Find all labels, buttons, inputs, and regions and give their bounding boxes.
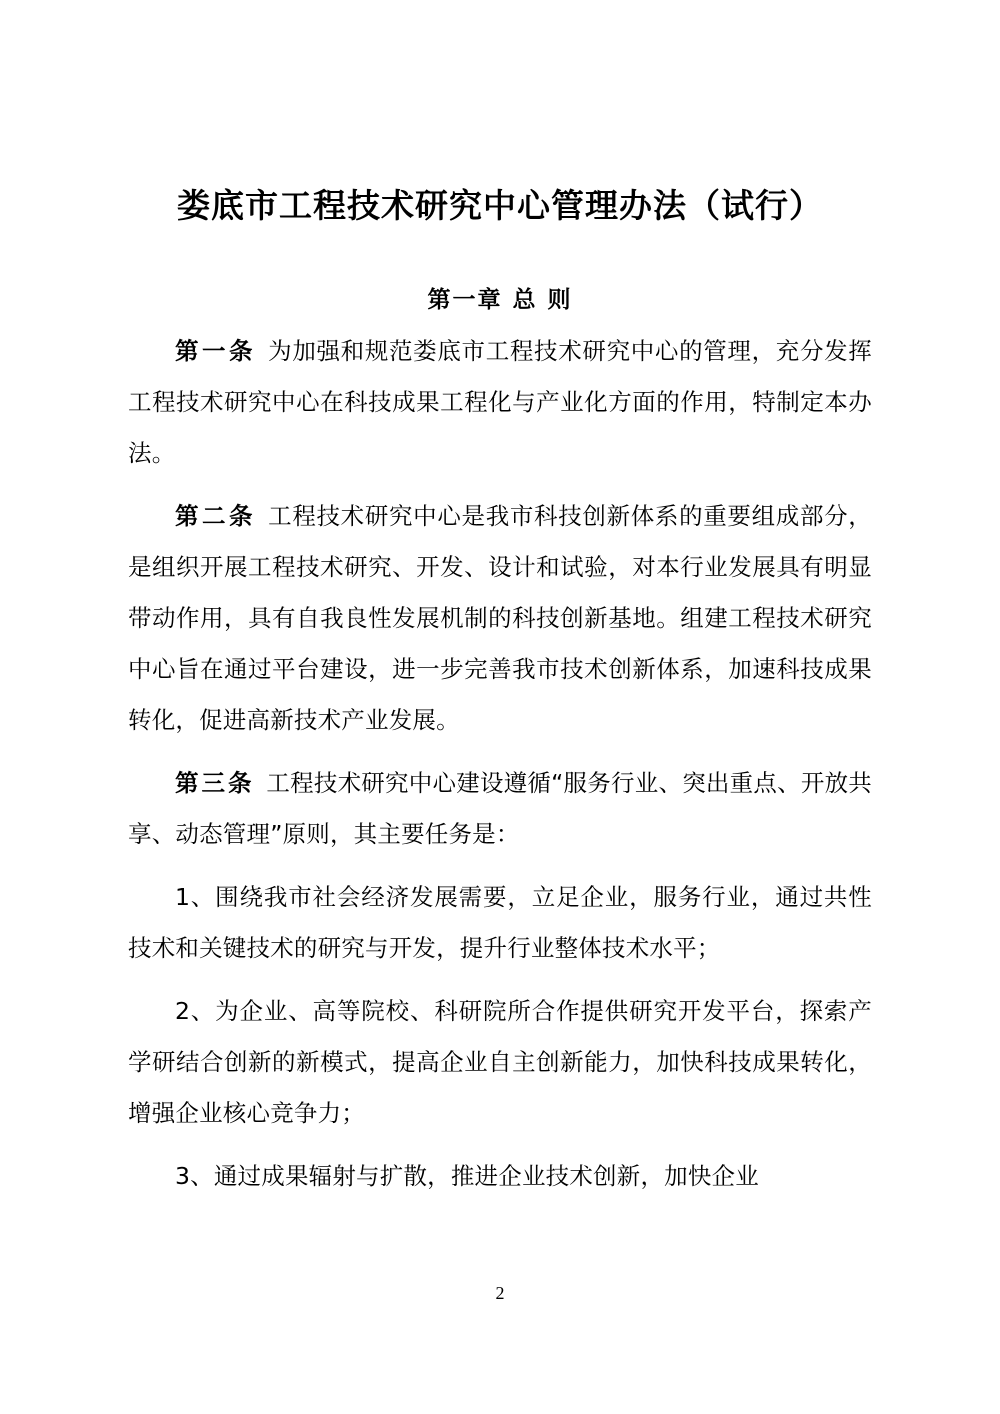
paragraph: [128, 974, 872, 1139]
paragraph: [128, 479, 872, 746]
chapter-heading: 第一章 总 则: [427, 286, 573, 313]
document-title: 娄底市工程技术研究中心管理办法（试行）: [177, 189, 823, 225]
paragraph-text: 工程技术研究中心是我市科技创新体系的重要组成部分，是组织开展工程技术研究、开发、设计和试验，对本行业发展具有明显带动作用，具有自我良性发展机制的科技创新基地。组建工程技术研究中心旨在通过平台建设，进一步完善我市技术创新体系，加速科技成果转化，促进高新技术产业发展。: [128, 501, 873, 734]
paragraph-lead: 第二条: [175, 501, 256, 530]
paragraph-text: 2、为企业、高等院校、科研院所合作提供研究开发平台，探索产学研结合创新的新模式，提高企业自主创新能力，加快科技成果转化，增强企业核心竞争力；: [128, 996, 872, 1127]
paragraph-text: 1、围绕我市社会经济发展需要，立足企业，服务行业，通过共性技术和关键技术的研究与开发，提升行业整体技术水平；: [128, 882, 872, 962]
paragraph-lead: 第三条: [175, 768, 255, 797]
page-number: 2: [495, 1283, 505, 1303]
paragraph: [128, 1139, 872, 1202]
paragraph-text: 为加强和规范娄底市工程技术研究中心的管理，充分发挥工程技术研究中心在科技成果工程化与产业化方面的作用，特制定本办法。: [128, 336, 873, 467]
paragraph-lead: 第一条: [175, 336, 256, 365]
paragraph: [128, 746, 872, 860]
paragraph-text: 工程技术研究中心建设遵循“服务行业、突出重点、开放共享、动态管理”原则，其主要任务是：: [128, 768, 873, 848]
paragraph: [128, 314, 872, 479]
paragraph: [128, 860, 872, 974]
paragraph-text: 3、通过成果辐射与扩散，推进企业技术创新，加快企业: [175, 1161, 759, 1190]
document-body: [128, 0, 872, 1202]
